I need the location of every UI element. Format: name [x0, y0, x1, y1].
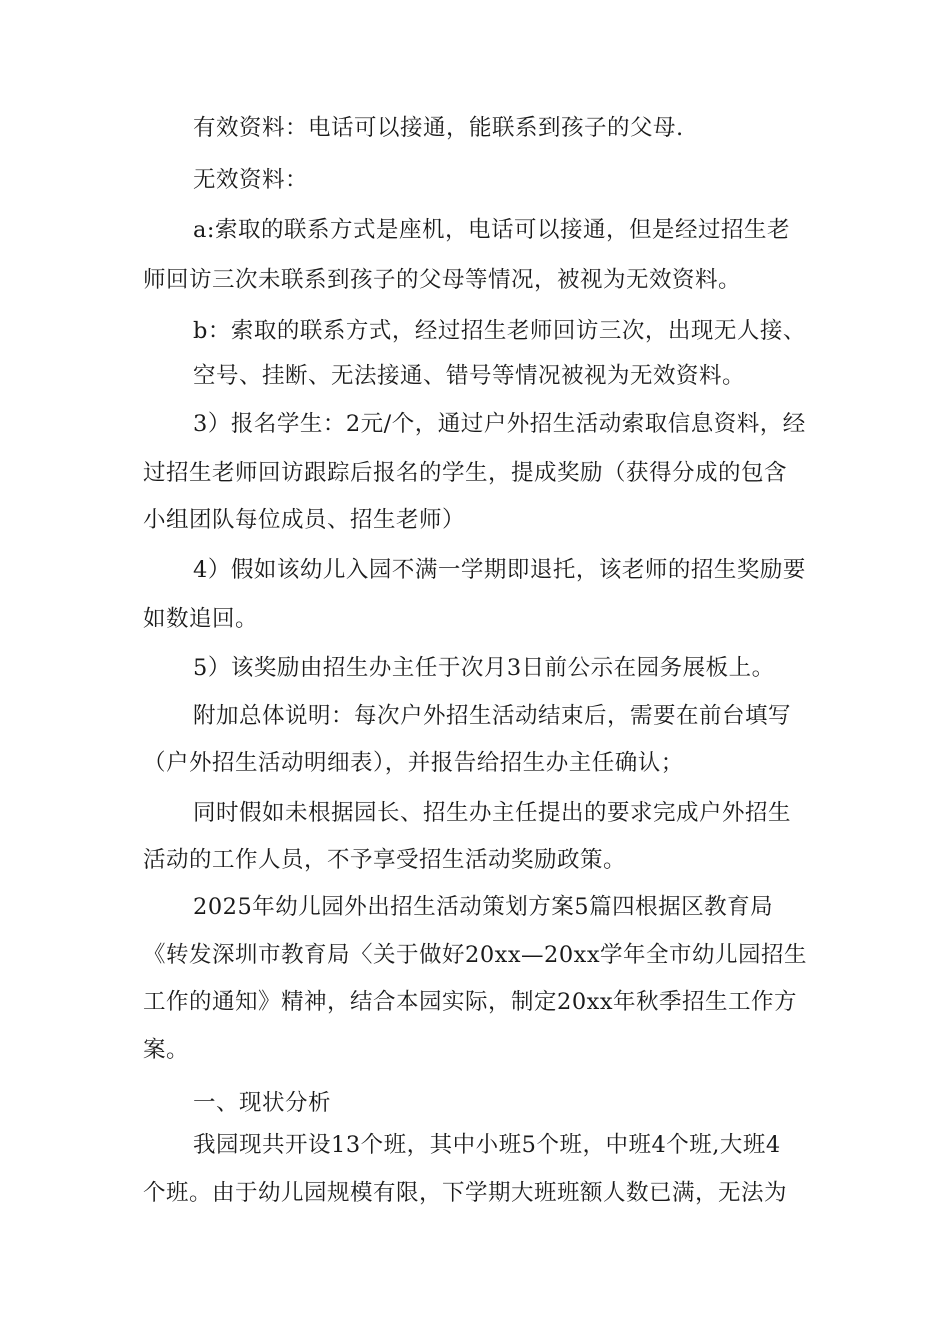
text-line: 4）假如该幼儿入园不满一学期即退托，该老师的招生奖励要: [193, 557, 806, 583]
section-heading: 一、现状分析: [193, 1090, 332, 1116]
text-line: 同时假如未根据园长、招生办主任提出的要求完成户外招生: [193, 800, 792, 826]
text-line: 个班。由于幼儿园规模有限，下学期大班班额人数已满，无法为: [143, 1180, 788, 1206]
text-line: 有效资料：电话可以接通，能联系到孩子的父母.: [193, 115, 684, 141]
text-line: 过招生老师回访跟踪后报名的学生，提成奖励（获得分成的包含: [143, 460, 788, 486]
text-line: b：索取的联系方式，经过招生老师回访三次，出现无人接、: [193, 318, 806, 344]
text-line: 附加总体说明：每次户外招生活动结束后，需要在前台填写: [193, 703, 792, 729]
text-line: 师回访三次未联系到孩子的父母等情况，被视为无效资料。: [143, 267, 742, 293]
text-line: 空号、挂断、无法接通、错号等情况被视为无效资料。: [193, 363, 746, 389]
text-line: （户外招生活动明细表），并报告给招生办主任确认；: [143, 750, 684, 776]
text-line: 《转发深圳市教育局〈关于做好20xx—20xx学年全市幼儿园招生: [143, 942, 808, 968]
text-line: 3）报名学生：2元/个，通过户外招生活动索取信息资料，经: [193, 411, 806, 437]
text-line: 如数追回。: [143, 606, 259, 632]
text-line: 2025年幼儿园外出招生活动策划方案5篇四根据区教育局: [193, 894, 774, 920]
text-line: 案。: [143, 1037, 190, 1063]
text-line: 活动的工作人员，不予享受招生活动奖励政策。: [143, 847, 627, 873]
text-line: 我园现共开设13个班，其中小班5个班，中班4个班,大班4: [193, 1132, 781, 1158]
text-line: 小组团队每位成员、招生老师）: [143, 507, 466, 533]
text-line: a:索取的联系方式是座机，电话可以接通，但是经过招生老: [193, 217, 790, 243]
text-line: 无效资料：: [193, 167, 309, 193]
text-line: 5）该奖励由招生办主任于次月3日前公示在园务展板上。: [193, 655, 775, 681]
text-line: 工作的通知》精神，结合本园实际，制定20xx年秋季招生工作方: [143, 989, 798, 1015]
